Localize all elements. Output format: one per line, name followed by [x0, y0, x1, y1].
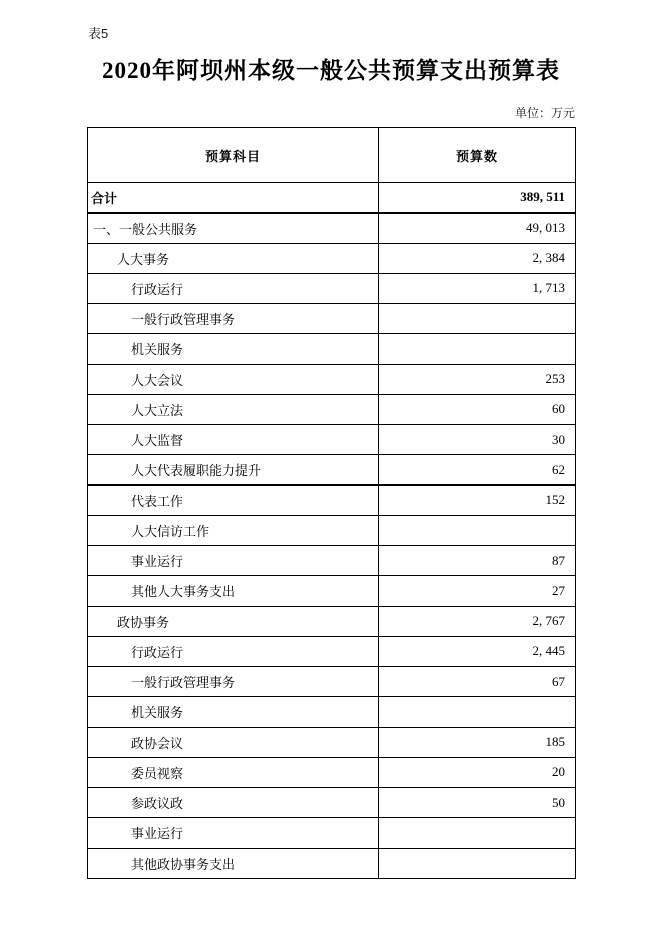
budget-subject-cell: 行政运行	[88, 273, 379, 303]
budget-subject-cell: 人大监督	[88, 425, 379, 455]
budget-subject-cell: 事业运行	[88, 546, 379, 576]
table-row	[88, 364, 576, 394]
table-row	[88, 576, 576, 606]
budget-amount-cell: 185	[379, 727, 576, 757]
budget-amount-cell: 20	[379, 757, 576, 787]
budget-amount-cell: 253	[379, 364, 576, 394]
budget-amount-cell: 2, 445	[379, 636, 576, 666]
budget-amount-cell: 50	[379, 788, 576, 818]
table-row	[88, 455, 576, 485]
budget-subject-cell: 代表工作	[88, 485, 379, 515]
table-row	[88, 394, 576, 424]
table-row	[88, 183, 576, 213]
budget-subject-cell: 一般行政管理事务	[88, 667, 379, 697]
budget-subject-cell: 事业运行	[88, 818, 379, 848]
budget-subject-cell: 人大立法	[88, 394, 379, 424]
budget-amount-cell: 389, 511	[379, 183, 576, 213]
table-row	[88, 606, 576, 636]
unit-note: 单位：万元	[514, 106, 575, 120]
budget-subject-cell: 人大会议	[88, 364, 379, 394]
budget-amount-cell: 1, 713	[379, 273, 576, 303]
table-row	[88, 334, 576, 364]
table-row	[88, 304, 576, 334]
budget-table-body	[88, 183, 576, 879]
budget-subject-cell: 人大事务	[88, 243, 379, 273]
table-row	[88, 515, 576, 545]
budget-amount-cell	[379, 304, 576, 334]
table-row	[88, 243, 576, 273]
budget-subject-cell: 人大代表履职能力提升	[88, 455, 379, 485]
budget-amount-cell: 67	[379, 667, 576, 697]
budget-subject-cell: 其他人大事务支出	[88, 576, 379, 606]
column-header-subject: 预算科目	[88, 128, 379, 183]
budget-amount-cell: 62	[379, 455, 576, 485]
table-row	[88, 788, 576, 818]
table-row	[88, 818, 576, 848]
table-row	[88, 848, 576, 878]
budget-subject-cell: 委员视察	[88, 757, 379, 787]
budget-amount-cell	[379, 818, 576, 848]
budget-subject-cell: 机关服务	[88, 334, 379, 364]
budget-amount-cell	[379, 334, 576, 364]
budget-subject-cell: 机关服务	[88, 697, 379, 727]
page-title: 2020年阿坝州本级一般公共预算支出预算表	[102, 58, 560, 83]
budget-subject-cell: 人大信访工作	[88, 515, 379, 545]
budget-subject-cell: 参政议政	[88, 788, 379, 818]
budget-subject-cell: 其他政协事务支出	[88, 848, 379, 878]
budget-table	[87, 127, 576, 879]
budget-amount-cell: 152	[379, 485, 576, 515]
table-row	[88, 727, 576, 757]
table-row	[88, 213, 576, 243]
table-row	[88, 485, 576, 515]
budget-subject-cell: 行政运行	[88, 636, 379, 666]
table-row	[88, 636, 576, 666]
budget-table-header	[88, 128, 576, 183]
table-row	[88, 273, 576, 303]
budget-amount-cell: 2, 384	[379, 243, 576, 273]
budget-amount-cell	[379, 697, 576, 727]
budget-subject-cell: 一般行政管理事务	[88, 304, 379, 334]
table-row	[88, 697, 576, 727]
budget-amount-cell: 87	[379, 546, 576, 576]
budget-amount-cell	[379, 848, 576, 878]
budget-subject-cell: 合计	[88, 183, 379, 213]
budget-amount-cell: 60	[379, 394, 576, 424]
header-row	[88, 128, 576, 183]
budget-subject-cell: 政协事务	[88, 606, 379, 636]
budget-amount-cell	[379, 515, 576, 545]
table-row	[88, 425, 576, 455]
table-row	[88, 667, 576, 697]
table-number-label: 表5	[88, 26, 109, 41]
budget-subject-cell: 政协会议	[88, 727, 379, 757]
table-row	[88, 546, 576, 576]
budget-amount-cell: 49, 013	[379, 213, 576, 243]
table-row	[88, 757, 576, 787]
budget-amount-cell: 30	[379, 425, 576, 455]
budget-subject-cell: 一、一般公共服务	[88, 213, 379, 243]
column-header-amount: 预算数	[379, 128, 576, 183]
budget-amount-cell: 2, 767	[379, 606, 576, 636]
budget-amount-cell: 27	[379, 576, 576, 606]
